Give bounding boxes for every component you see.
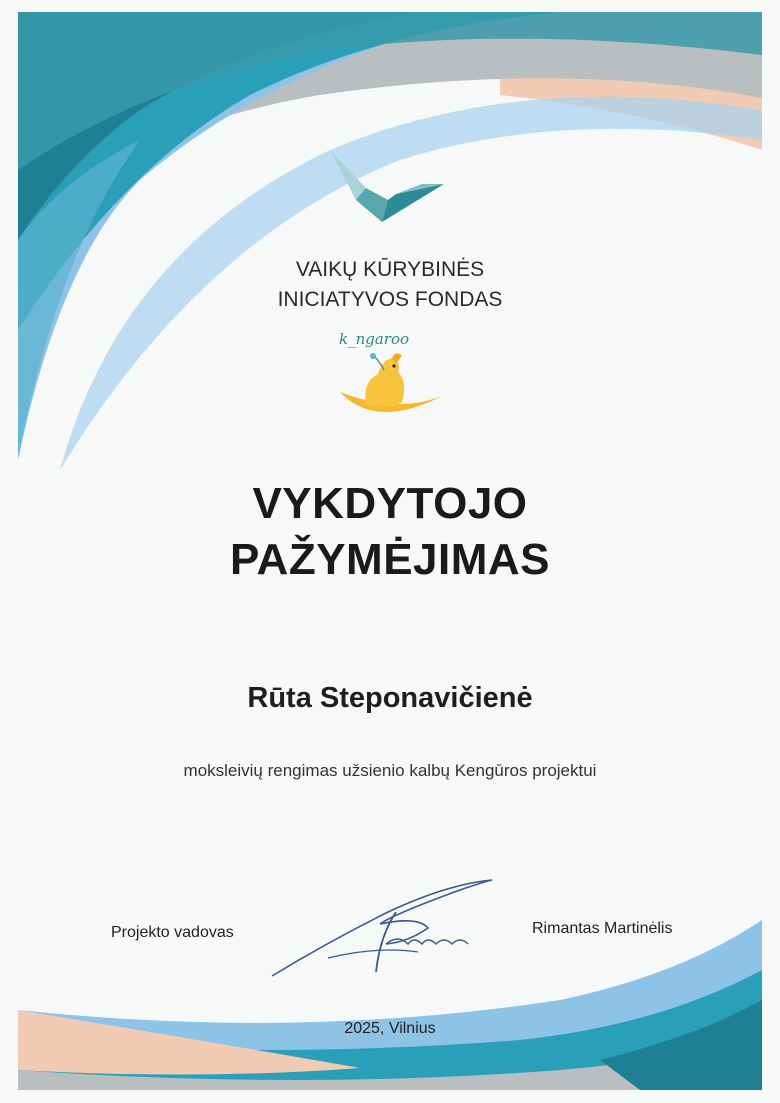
program-brand: k_ngaroo — [339, 330, 410, 348]
handwritten-signature — [268, 872, 498, 982]
origami-bird-icon — [326, 150, 446, 230]
certificate-title-line2: PAŽYMĖJIMAS — [229, 535, 551, 584]
signatory-role: Projekto vadovas — [111, 924, 234, 941]
certificate-description: moksleivių rengimas užsienio kalbų Kengūros projektui — [183, 761, 597, 780]
kangaroo-moon-icon — [336, 352, 446, 427]
organization-name-line1: VAIKŲ KŪRYBINĖS — [295, 258, 485, 281]
recipient-name: Rūta Steponavičienė — [247, 682, 533, 714]
place-date: 2025, Vilnius — [344, 1020, 436, 1037]
certificate-title-line1: VYKDYTOJO — [252, 479, 528, 528]
certificate-title — [0, 476, 780, 588]
organization-name — [0, 255, 780, 315]
signatory-name: Rimantas Martinėlis — [532, 920, 673, 937]
organization-name-line2: INICIATYVOS FONDAS — [277, 288, 503, 311]
